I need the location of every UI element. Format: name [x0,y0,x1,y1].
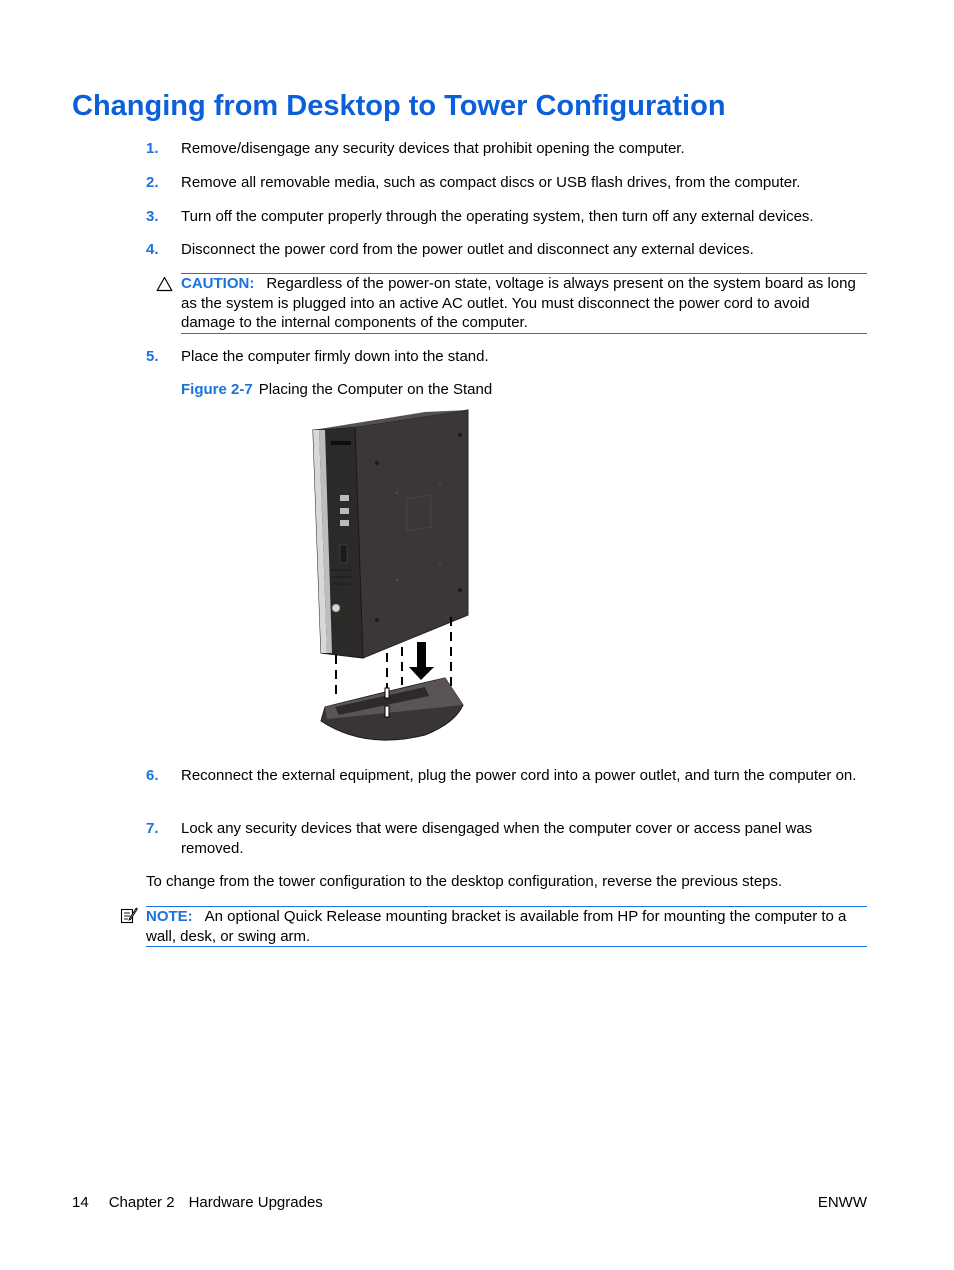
step-text: Remove/disengage any security devices that prohibit opening the computer. [181,140,685,157]
list-item-step-7 [146,819,867,858]
page-title: Changing from Desktop to Tower Configuration [72,90,726,122]
list-item-step-1 [146,139,867,159]
step-number: 3. [146,208,159,225]
note-callout [146,906,867,947]
note-text: An optional Quick Release mounting bracket is available from HP for mounting the computer to a wall, desk, or swing arm. [146,908,847,945]
step-text: Disconnect the power cord from the power outlet and disconnect any external devices. [181,241,754,258]
note-pencil-icon [120,906,138,929]
caution-text: Regardless of the power-on state, voltage is always present on the system board as long as the system is plugged into an active AC outlet. You must disconnect the power cord to avoid damage to the internal components of the computer. [181,275,856,331]
figure-label: Figure 2-7 [181,381,253,398]
caution-callout [181,273,867,334]
figure-caption-text: Placing the Computer on the Stand [258,381,493,398]
step-number: 5. [146,348,159,365]
step-number: 4. [146,241,159,258]
document-code: ENWW [817,1194,867,1211]
step-number: 2. [146,174,159,191]
list-item-step-3 [146,207,867,227]
warning-triangle-icon [156,276,173,297]
step-number: 1. [146,140,159,157]
step-number: 6. [146,767,159,784]
instruction-paragraph: To change from the tower configuration to the desktop configuration, reverse the previous steps. [146,873,783,890]
step-text: Lock any security devices that were disengaged when the computer cover or access panel was removed. [181,820,813,857]
computer-on-stand-illustration [305,405,475,750]
list-item-step-5 [146,347,867,367]
list-item-step-2 [146,173,867,193]
page-number: 14 [72,1194,89,1211]
list-item-step-6 [146,766,867,786]
step-text: Turn off the computer properly through the operating system, then turn off any external devices. [181,208,814,225]
note-label: NOTE: [146,908,193,925]
step-number: 7. [146,820,159,837]
figure-caption [181,380,492,400]
footer-left [72,1193,323,1213]
footer-right [818,1193,867,1213]
step-text: Reconnect the external equipment, plug the power cord into a power outlet, and turn the computer on. [181,767,857,784]
step-text: Place the computer firmly down into the stand. [181,348,489,365]
caution-label: CAUTION: [181,275,255,292]
chapter-title: Hardware Upgrades [188,1194,323,1211]
step-text: Remove all removable media, such as compact discs or USB flash drives, from the computer. [181,174,801,191]
list-item-step-4 [146,240,867,260]
chapter-label: Chapter 2 [108,1194,175,1211]
